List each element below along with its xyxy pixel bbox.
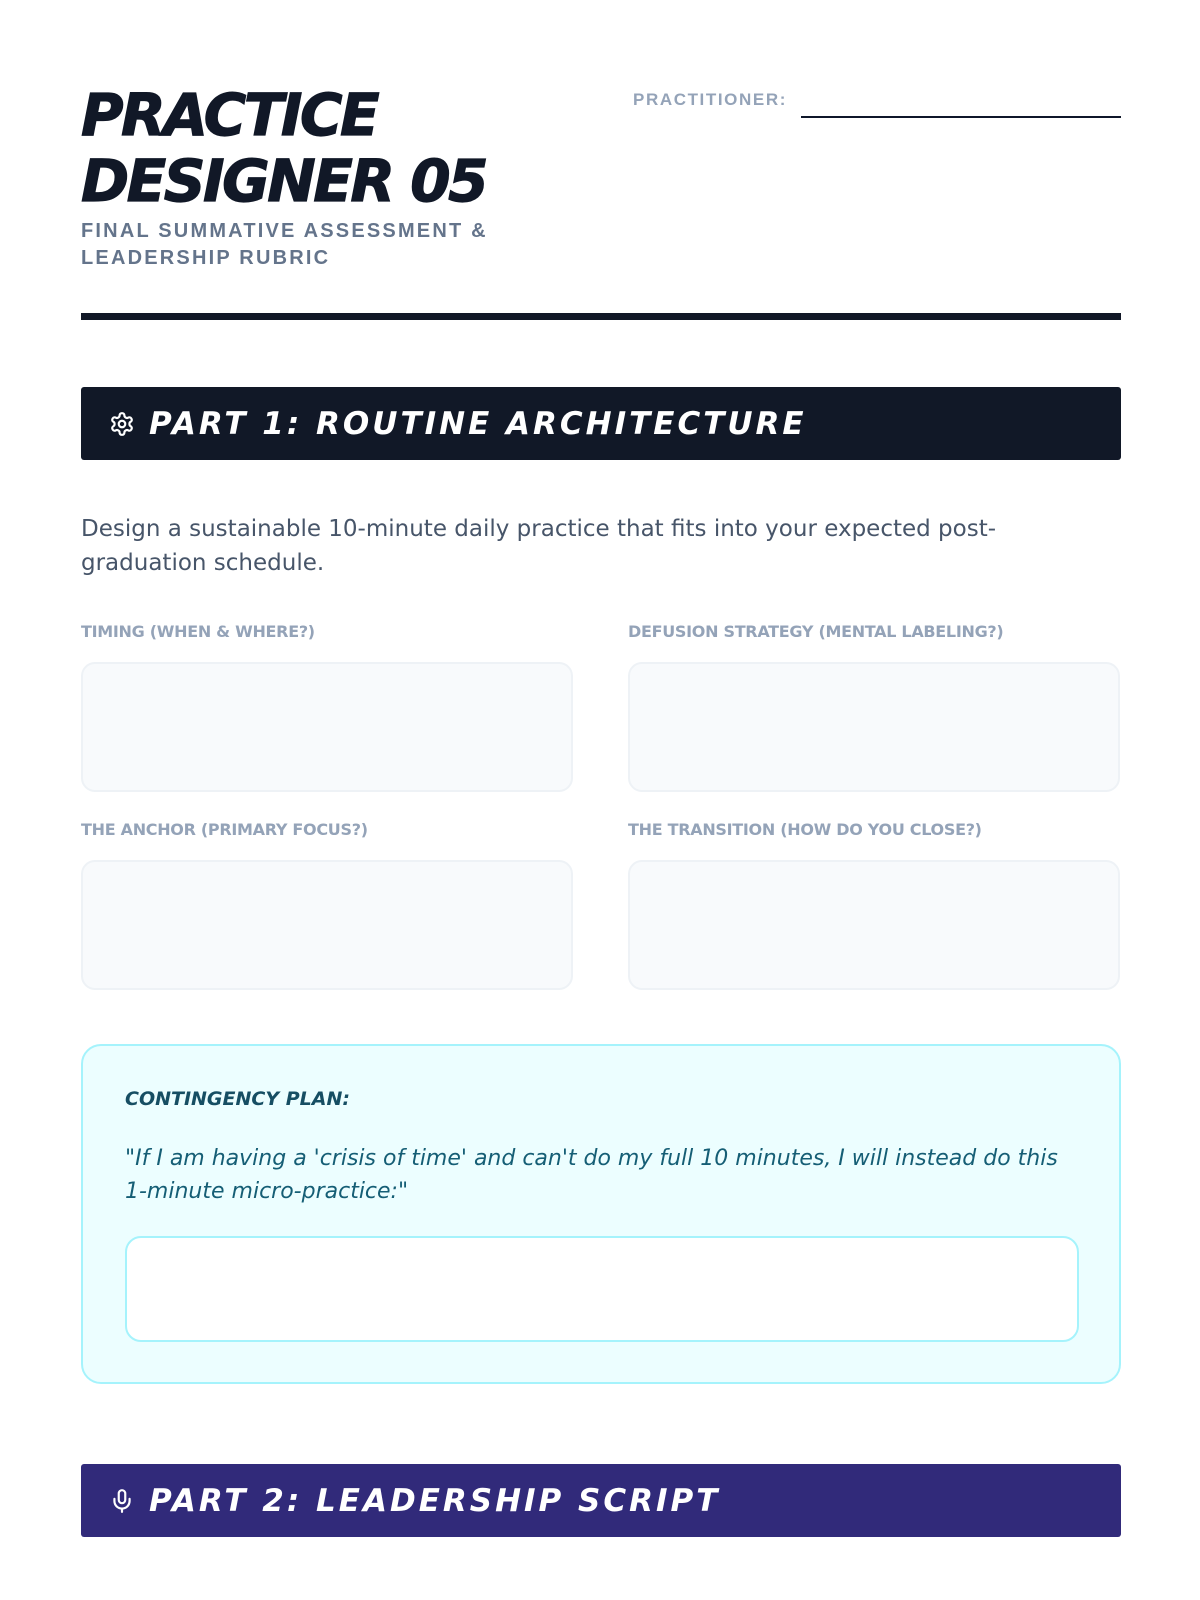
defusion-label: DEFUSION STRATEGY (MENTAL LABELING?) — [628, 622, 1004, 641]
part2-banner — [81, 1464, 1121, 1537]
timing-label: TIMING (WHEN & WHERE?) — [81, 622, 315, 641]
header-divider — [81, 313, 1121, 320]
contingency-input[interactable] — [125, 1236, 1079, 1342]
contingency-title: CONTINGENCY PLAN: — [125, 1088, 350, 1110]
defusion-field — [628, 622, 1120, 792]
microphone-icon — [109, 1488, 135, 1514]
worksheet-header — [81, 0, 1121, 320]
contingency-prompt: "If I am having a 'crisis of time' and can't do my full 10 minutes, I will instead do this 1-minute micro-practice:" — [125, 1146, 1058, 1204]
part2-title: PART 2: LEADERSHIP SCRIPT — [149, 1482, 721, 1519]
transition-label: THE TRANSITION (HOW DO YOU CLOSE?) — [628, 820, 982, 839]
page-title: PRACTICE DESIGNER 05 — [81, 81, 486, 215]
transition-field — [628, 820, 1120, 990]
page-subtitle: FINAL SUMMATIVE ASSESSMENT & LEADERSHIP RUBRIC — [81, 220, 488, 269]
practitioner-field — [633, 90, 1121, 122]
timing-field — [81, 622, 573, 792]
timing-input[interactable] — [81, 662, 573, 792]
gear-icon — [109, 411, 135, 437]
part1-banner — [81, 387, 1121, 460]
anchor-field — [81, 820, 573, 990]
part1-title: PART 1: ROUTINE ARCHITECTURE — [149, 405, 807, 442]
practitioner-name-line[interactable] — [801, 116, 1121, 118]
defusion-input[interactable] — [628, 662, 1120, 792]
practitioner-label: PRACTITIONER: — [633, 90, 787, 109]
contingency-plan-card — [81, 1044, 1121, 1384]
transition-input[interactable] — [628, 860, 1120, 990]
worksheet-page — [81, 0, 1121, 1519]
anchor-label: THE ANCHOR (PRIMARY FOCUS?) — [81, 820, 368, 839]
part1-intro: Design a sustainable 10-minute daily practice that fits into your expected post-graduation schedule. — [81, 516, 997, 576]
anchor-input[interactable] — [81, 860, 573, 990]
